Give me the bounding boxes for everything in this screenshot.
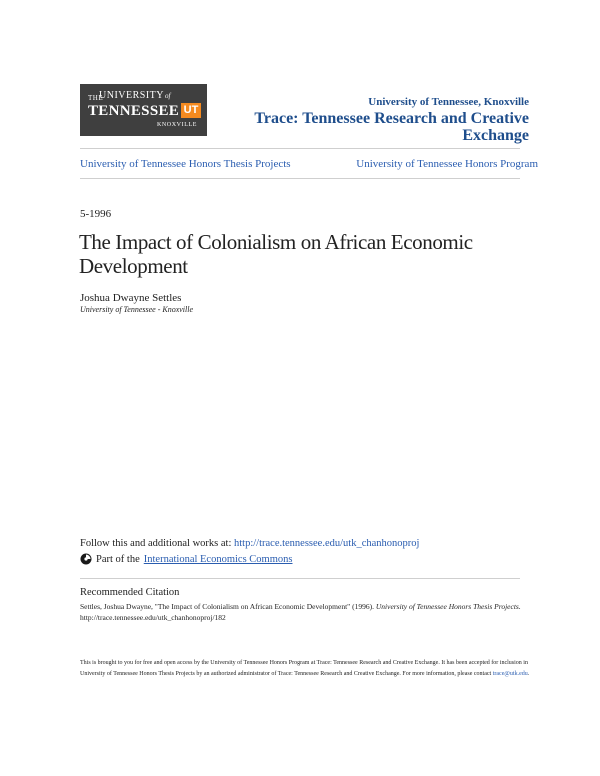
logo-knoxville-text: KNOXVILLE	[156, 122, 197, 128]
citation-divider	[80, 578, 520, 579]
access-notice-text: This is brought to you for free and open access by the University of Tennessee Honors Program at Trace: Tennessee Research and Creative Exchange. It has been accepted for inclusion in University of Tennessee Honors Thesis Projects by an authorized administrator of Trace: Tennessee Research and Creative Exchange. For more information, please contact	[80, 660, 528, 677]
international-economics-commons-link[interactable]: International Economics Commons	[143, 553, 293, 565]
repository-name[interactable]	[254, 110, 529, 144]
access-notice-end: .	[527, 671, 530, 677]
author-name: Joshua Dwayne Settles	[80, 292, 182, 304]
citation-url[interactable]: http://trace.tennessee.edu/utk_chanhonoproj/182	[80, 613, 226, 622]
access-notice	[80, 658, 530, 680]
university-logo[interactable]	[80, 84, 207, 136]
honors-thesis-projects-link[interactable]: University of Tennessee Honors Thesis Projects	[80, 158, 291, 170]
logo-tennessee-text: TENNESSEE	[88, 103, 180, 119]
logo-of-text: of	[165, 92, 171, 100]
institution-header	[254, 96, 529, 144]
citation-text	[80, 601, 530, 623]
logo-university-text: UNIVERSITY	[99, 90, 164, 101]
collection-url-link[interactable]: http://trace.tennessee.edu/utk_chanhonoproj	[234, 538, 420, 549]
author-affiliation: University of Tennessee - Knoxville	[80, 305, 194, 314]
follow-prefix: Follow this and additional works at:	[80, 538, 234, 549]
logo-the-text: THE	[88, 94, 104, 102]
header-divider-bottom	[80, 178, 520, 179]
part-of-line	[80, 553, 292, 565]
publication-date: 5-1996	[80, 208, 112, 220]
document-title: The Impact of Colonialism on African Economic Development	[79, 230, 473, 278]
repository-name-line1: Trace: Tennessee Research and Creative	[254, 110, 529, 127]
part-of-prefix: Part of the	[96, 553, 140, 565]
commons-network-icon	[80, 553, 92, 565]
citation-heading: Recommended Citation	[80, 587, 180, 598]
header-divider-top	[80, 148, 520, 149]
contact-email-link[interactable]: trace@utk.edu	[492, 671, 528, 677]
citation-italic: University of Tennessee Honors Thesis Projects.	[375, 602, 521, 611]
logo-ut-mark: UT	[181, 103, 201, 118]
institution-name[interactable]: University of Tennessee, Knoxville	[368, 96, 529, 108]
citation-plain: Settles, Joshua Dwayne, "The Impact of Colonialism on African Economic Development" (1996).	[80, 602, 376, 611]
follow-line	[80, 538, 419, 549]
repository-name-line2: Exchange	[462, 127, 529, 144]
honors-program-link[interactable]: University of Tennessee Honors Program	[356, 158, 538, 170]
